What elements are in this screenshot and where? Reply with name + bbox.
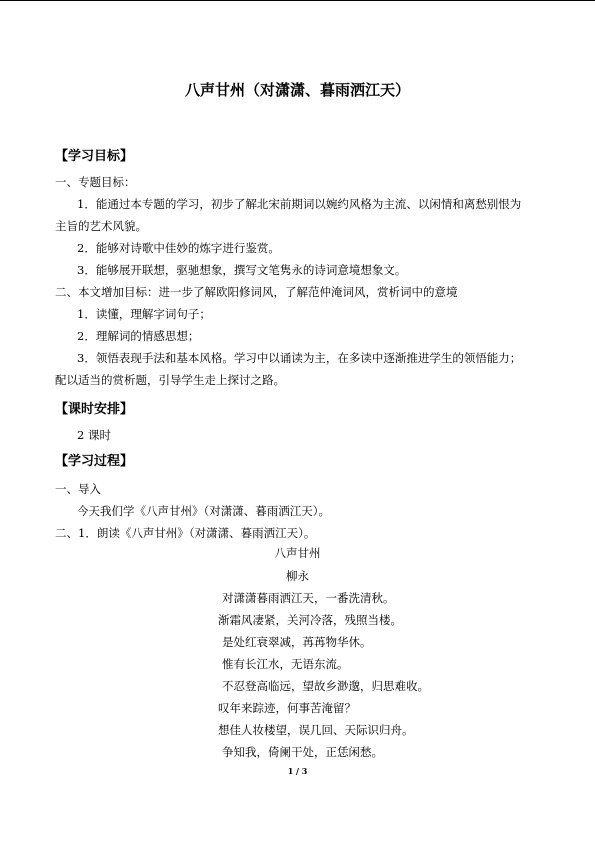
- topic-objective-item: 1．能通过本专题的学习，初步了解北宋前期词以婉约风格为主流、以闲情和离愁别恨为: [77, 197, 522, 211]
- topic-objective-item-continued: 主旨的艺术风貌。: [55, 219, 147, 233]
- text-objective-item: 3．领悟表现手法和基本风格。学习中以诵读为主，在多读中逐渐推进学生的领悟能力；: [77, 351, 522, 365]
- text-objective-item: 2．理解词的情感思想；: [77, 329, 200, 343]
- page-top-rule: [0, 0, 595, 1]
- intro-heading: 一、导入: [55, 482, 101, 496]
- poem-line: 想佳人妆楼望，误几回、天际识归舟。: [218, 723, 414, 737]
- class-hours: 2 课时: [77, 428, 111, 442]
- page-number: 1 / 3: [287, 766, 308, 776]
- poem-line: 是处红衰翠减，苒苒物华休。: [222, 635, 372, 649]
- topic-objective-item: 3．能够展开联想，驱驰想象，撰写文笔隽永的诗词意境想象文。: [77, 263, 407, 277]
- intro-text: 今天我们学《八声甘州》（对潇潇、暮雨洒江天）。: [77, 504, 330, 518]
- poem-author: 柳永: [286, 569, 309, 583]
- poem-line: 争知我，倚阑干处，正恁闲愁。: [222, 745, 383, 759]
- reading-heading: 二、1．朗读《八声甘州》（对潇潇、暮雨洒江天）。: [55, 526, 316, 540]
- poem-line: 对潇潇暮雨洒江天，一番洗清秋。: [222, 591, 395, 605]
- topic-objective-item: 2．能够对诗歌中佳妙的炼字进行鉴赏。: [77, 241, 280, 255]
- topic-objective-heading: 一、专题目标：: [55, 175, 136, 189]
- section-heading-process: 【学习过程】: [55, 454, 134, 469]
- poem-line: 不忍登高临远，望故乡渺邈，归思难收。: [222, 679, 429, 693]
- text-objective-heading: 二、本文增加目标：进一步了解欧阳修词风，了解范仲淹词风，赏析词中的意境: [55, 285, 458, 299]
- poem-line: 渐霜风凄紧，关河冷落，残照当楼。: [218, 613, 402, 627]
- poem-line: 叹年来踪迹，何事苦淹留？: [218, 701, 356, 715]
- text-objective-item: 1．读懂，理解字词句子；: [77, 307, 211, 321]
- section-heading-schedule: 【课时安排】: [55, 402, 134, 417]
- poem-line: 惟有长江水，无语东流。: [222, 657, 349, 671]
- section-heading-objectives: 【学习目标】: [55, 149, 134, 164]
- poem-title: 八声甘州: [274, 546, 321, 560]
- document-title: 八声甘州（对潇潇、暮雨洒江天）: [184, 81, 410, 99]
- text-objective-item-continued: 配以适当的赏析题，引导学生走上探讨之路。: [55, 373, 285, 387]
